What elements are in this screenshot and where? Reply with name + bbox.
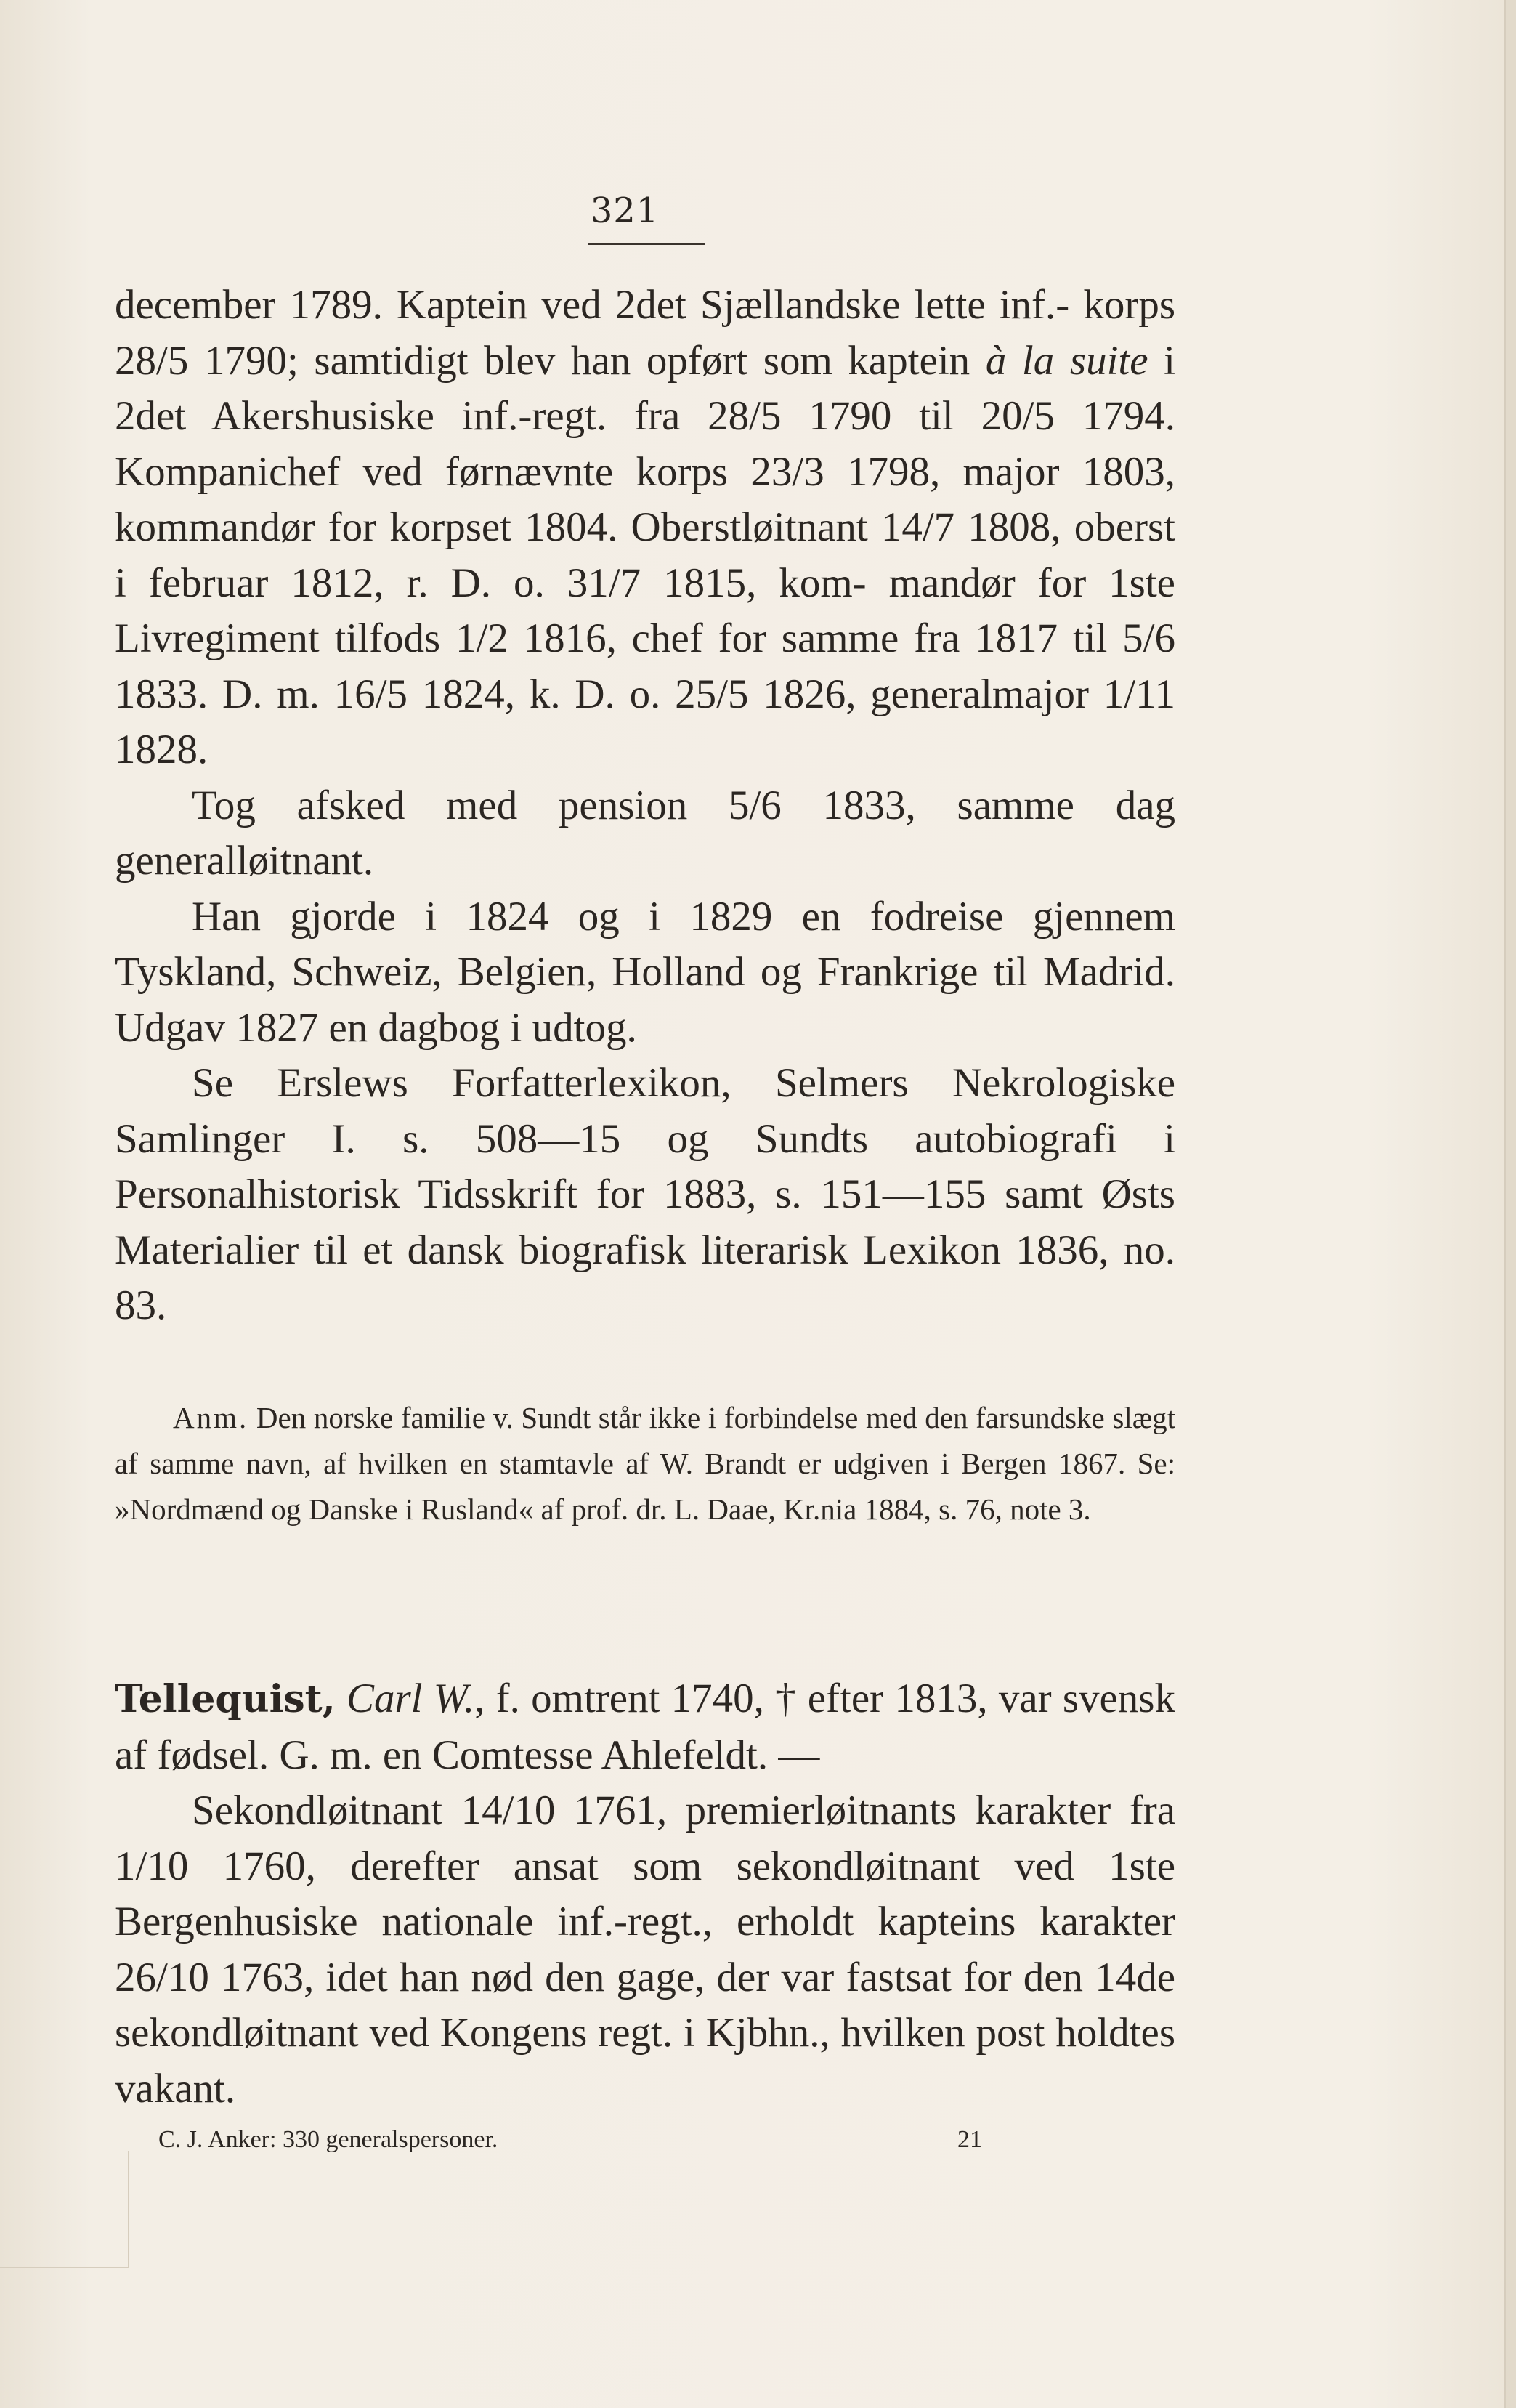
page-number-rule: [588, 243, 705, 245]
note-lead: Anm.: [173, 1401, 249, 1434]
para-career-continued: [115, 278, 1175, 778]
note-text: Den norske familie v. Sundt står ikke i forbindelse med den farsundske slægt af samme navn, af hvilken en stamtavle af W. Brandt er udgiven i Bergen 1867. Se: »Nordmænd og Danske i Rusland« af prof. dr. L. Daae, Kr.nia 1884, s. 76, note 3.: [115, 1401, 1176, 1526]
entry-heading: [115, 1671, 1175, 1783]
line: december 1789. Kaptein ved 2det Sjællandske lette inf.-: [115, 282, 1070, 328]
entry-rest: , f. omtrent 1740, † efter 1813, var svensk af fødsel. G. m. en Comtesse Ahlefeldt. —: [115, 1676, 1175, 1778]
text-block-entry: [115, 1671, 1175, 2117]
para-career: Sekondløitnant 14/10 1761, premierløitnants karakter fra 1/10 1760, derefter ansat som sekondløitnant ved 1ste Bergenhusiske nationale inf.-regt., erholdt kapteins karakter 26/10 1763, idet han nød den gage, der var fastsat for den 14de sekondløitnant ved Kongens regt. i Kjbhn., hvilken post holdtes vakant.: [115, 1787, 1175, 2112]
para-pension: Tog afsked med pension 5/6 1833, samme dag generalløitnant.: [115, 782, 1175, 884]
line: samme fra 1817 til 5/6 1833. D. m. 16/5 1824, k. D. o.: [115, 615, 1176, 717]
line: 14/7 1808, oberst i februar 1812, r. D. o. 31/7 1815, kom-: [115, 504, 1176, 606]
para-travel: Han gjorde i 1824 og i 1829 en fodreise gjennem Tyskland, Schweiz, Belgien, Holland og Frankrige til Madrid. Udgav 1827 en dagbog i udtog.: [115, 893, 1175, 1051]
text-block-main: [115, 278, 1175, 1334]
line: i 2det Akershusiske inf.-regt. fra 28/5 1790 til: [115, 337, 1175, 439]
line: 20/5 1794. Kompanichef ved førnævnte korps 23/3 1798,: [115, 393, 1175, 495]
page-number: 321: [590, 190, 660, 231]
line: major 1803, kommandør for korpset 1804. Oberstløitnant: [115, 448, 1175, 550]
entry-given: Carl W.: [346, 1676, 475, 1721]
line: korps 28/5 1790; samtidigt blev han opført som kaptein: [115, 282, 1176, 384]
footer-sheet-number: 21: [957, 2126, 982, 2153]
page-corner-mark: [0, 2151, 129, 2268]
footer-signature: C. J. Anker: 330 generalspersoner.: [158, 2126, 498, 2153]
italic-phrase: à la suite: [985, 337, 1148, 384]
para-sources: Se Erslews Forfatterlexikon, Selmers Nekrologiske Samlinger I. s. 508—15 og Sundts autobiografi i Personalhistorisk Tidsskrift for 1883, s. 151—155 samt Østs Materialier til et dansk biografisk literarisk Lexikon 1836, no. 83.: [115, 1060, 1175, 1328]
line: mandør for 1ste Livregiment tilfods 1/2 1816, chef for: [115, 559, 1175, 661]
footnote: [115, 1395, 1175, 1532]
entry-name: Tellequist,: [115, 1677, 336, 1721]
page-edge: [1504, 0, 1516, 2408]
line: 25/5 1826, generalmajor 1/11 1828.: [115, 671, 1175, 772]
